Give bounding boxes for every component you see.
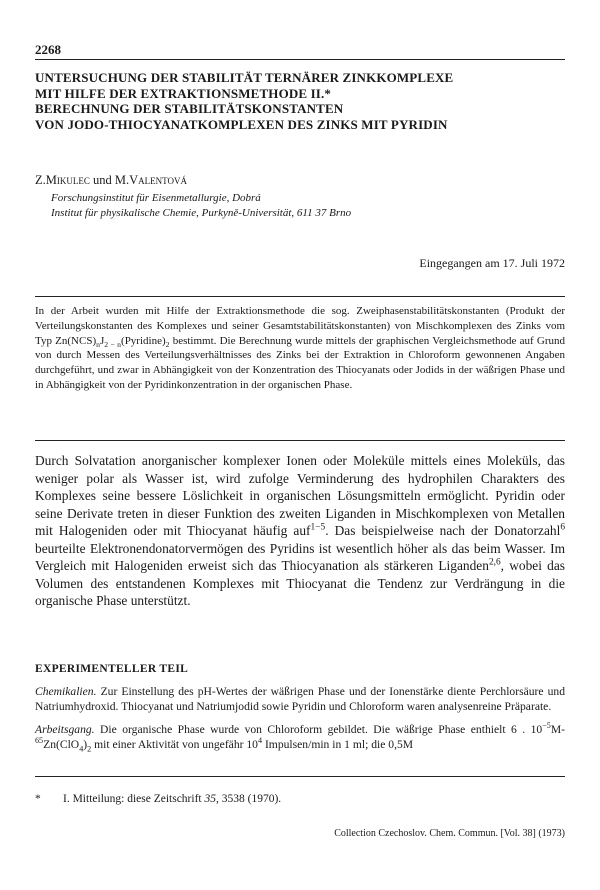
reference: 2,6 [488, 557, 501, 568]
abstract-bottom-rule [35, 440, 565, 441]
chemicals-paragraph: Chemikalien. Zur Einstellung des pH-Wertes der wäßrigen Phase und der Ionenstärke diente Perchlorsäure und Natriumhydroxid. Thiocyanat und Natriumjodid sowie Pyridin und Chloroform waren analysenreine Präparate. [35, 685, 565, 713]
author-name: Valentová [129, 173, 187, 187]
affiliation: Institut für physikalische Chemie, Purkyně-Universität, 611 37 Brno [51, 207, 352, 219]
received-date: Eingegangen am 17. Juli 1972 [419, 256, 565, 270]
author-initial: M. [114, 173, 130, 187]
page-number: 2268 [35, 42, 61, 57]
title-line: MIT HILFE DER EXTRAKTIONSMETHODE II.* [35, 85, 332, 101]
footnote-rule [35, 776, 565, 777]
reference: 6 [560, 522, 566, 533]
affiliations [51, 191, 351, 221]
footnote-mark: * [35, 793, 41, 805]
abstract: In der Arbeit wurden mit Hilfe der Extraktionsmethode die sog. Zweiphasenstabilitätskonstanten (Produkt der Verteilungskonstanten des Komplexes und seiner Gesamtstabilitätskonstanten) von Mischkomplexen des Zinks vom Typ $Zn(NCS)_nJ_{2 - n}(Pyridine)_2$ bestimmt. Die Berechnung wurde mittels der graphischen Vergleichsmethode auf Grund von durch Messen des Verteilungsverhältnisses des Zinks bei der Extraktion in Chloroform gewonnenen Angaben durchgeführt, und zwar in Abhängigkeit von der Konzentration des Thiocyanats oder Jodids in der wäßrigen Phase und in Abhängigkeit von der Pyridinkonzentration in der organischen Phase. [35, 305, 565, 391]
reference: 1−5 [310, 522, 326, 533]
author-name: Mikulec [45, 173, 90, 187]
affiliation: Forschungsinstitut für Eisenmetallurgie, Dobrá [51, 192, 261, 204]
title-line: BERECHNUNG DER STABILITÄTSKONSTANTEN [35, 101, 344, 116]
procedure-paragraph: Arbeitsgang. Die organische Phase wurde von Chloroform gebildet. Die wäßrige Phase enthielt 6 . $10^{-5}M-^{65}Zn(ClO_4)_2$ mit einer Aktivität von ungefähr $10^4$ Impulsen/min in 1 ml; die 0,5M [35, 721, 565, 754]
journal-colophon: Collection Czechoslov. Chem. Commun. [Vol. 38] (1973) [334, 828, 565, 839]
title-line: UNTERSUCHUNG DER STABILITÄT TERNÄRER ZINKKOMPLEXE [35, 70, 454, 85]
author-initial: Z. [35, 173, 46, 187]
authors [35, 173, 187, 188]
header-rule [35, 59, 565, 60]
introduction-paragraph: Durch Solvatation anorganischer komplexer Ionen oder Moleküle mittels eines Moleküls, das weniger polar als Wasser ist, wird zufolge Verminderung des hydrophilen Charakters des Komplexes seine bessere Löslichkeit in organischen Lösungsmitteln ermöglicht. Pyridin oder seine Derivate treten in dieser Funktion des zweiten Liganden in Mischkomplexen von Metallen mit Halogeniden oder mit Thiocyanat häufig auf$^{1-5}$. Das beispielweise nach der Donatorzahl$^6$ beurteilte Elektronendonatorvermögen des Pyridins ist wesentlich höher als das beim Wasser. Im Vergleich mit Halogeniden erweist sich das Thiocyanation als stärkeren Liganden$^{2,6}$, wobei das Volumen des entstandenen Komplexes mit Thiocyanat die Tendenz zur Verdrängung in die organische Phase unterstützt. [35, 453, 566, 608]
title-line: VON JODO-THIOCYANATKOMPLEXEN DES ZINKS MIT PYRIDIN [35, 116, 448, 132]
paragraph-label: Arbeitsgang. [35, 723, 95, 736]
footnote: * I. Mitteilung: diese Zeitschrift 35, 3538 (1970). [35, 793, 282, 805]
section-heading: EXPERIMENTELLER TEIL [35, 663, 189, 675]
footnote-volume: 35 [204, 793, 216, 805]
abstract-top-rule [35, 296, 565, 297]
paragraph-label: Chemikalien. [35, 685, 97, 698]
paper-title [35, 70, 565, 132]
author-connector: und [89, 173, 115, 187]
